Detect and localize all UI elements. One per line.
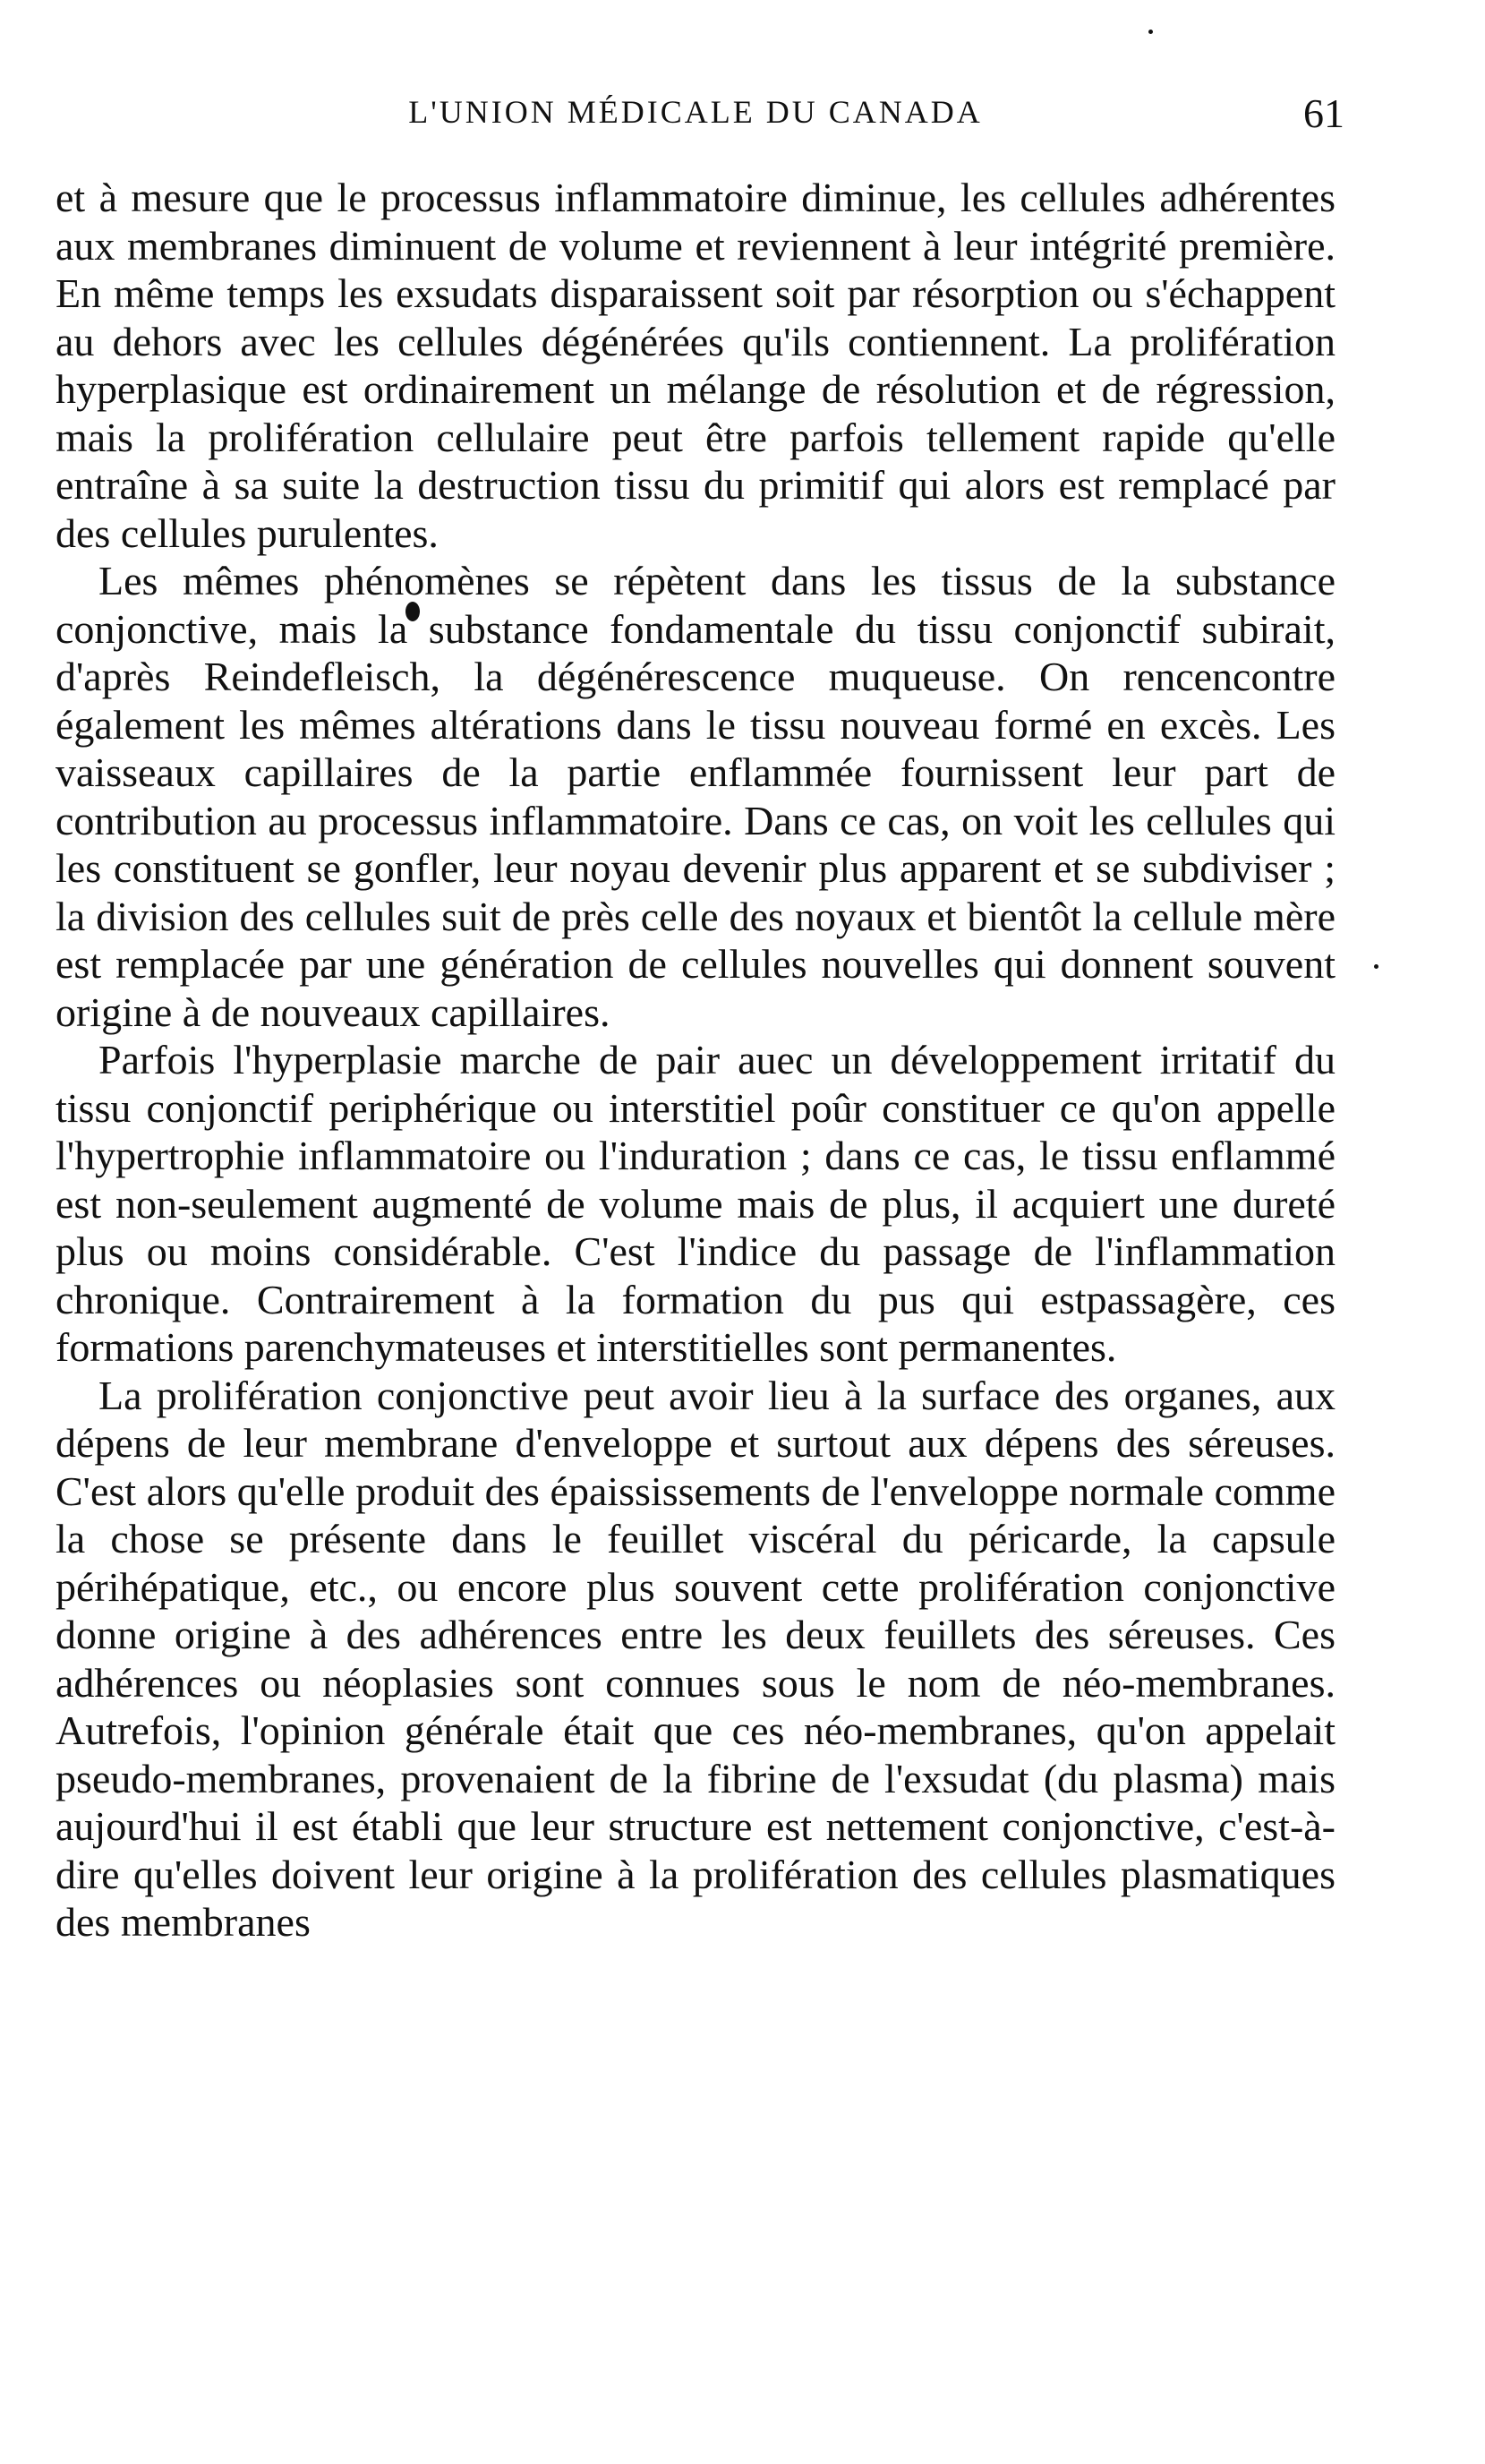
page-number: 61 (1303, 90, 1344, 136)
paragraph-4: La prolifération conjonctive peut avoir lieu à la surface des organes, aux dépens de leur membrane d'enveloppe et surtout aux dépens des séreuses. C'est alors qu'elle produit des épaississements de l'enveloppe normale comme la chose se présente dans le feuillet viscéral du péricarde, la capsule périhépatique, etc., ou encore plus souvent cette prolifération conjonctive donne origine à des adhérences entre les deux feuillets des séreuses. Ces adhérences ou néoplasies sont connues sous le nom de néo-membranes. Autrefois, l'opinion générale était que ces néo-membranes, qu'on appelait pseudo-membranes, provenaient de la fibrine de l'exsudat (du plasma) mais aujourd'hui il est établi que leur structure est nettement conjonctive, c'est-à-dire qu'elles doivent leur origine à la prolifération des cellules plasmatiques des membranes (55, 1372, 1336, 1945)
ink-speck (1374, 964, 1378, 969)
document-page (55, 90, 1344, 1946)
ink-speck (1148, 30, 1153, 34)
journal-title: L'UNION MÉDICALE DU CANADA (408, 94, 983, 130)
paragraph-3: Parfois l'hyperplasie marche de pair auec un développement irritatif du tissu conjonctif periphérique ou interstitiel poûr constituer ce qu'on appelle l'hypertrophie inflammatoire ou l'induration ; dans ce cas, le tissu enflammé est non-seulement augmenté de volume mais de plus, il acquiert une dureté plus ou moins considérable. C'est l'indice du passage de l'inflammation chronique. Contrairement à la formation du pus qui estpassagère, ces formations parenchymateuses et interstitielles sont permanentes. (55, 1037, 1336, 1370)
running-header (55, 90, 1344, 143)
paragraph-1: et à mesure que le processus inflammatoire diminue, les cellules adhérentes aux membranes diminuent de volume et reviennent à leur intégrité première. En même temps les exsudats disparaissent soit par résorption ou s'échappent au dehors avec les cellules dégénérées qu'ils contiennent. La prolifération hyperplasique est ordinairement un mélange de résolution et de régression, mais la prolifération cellulaire peut être parfois tellement rapide qu'elle entraîne à sa suite la destruction tissu du primitif qui alors est remplacé par des cellules purulentes. (55, 175, 1336, 556)
paragraph-2: Les mêmes phénomènes se répètent dans les tissus de la substance conjonctive, mais la substance fondamentale du tissu conjonctif subirait, d'après Reindefleisch, la dégénérescence muqueuse. On rencencontre également les mêmes altérations dans le tissu nouveau formé en excès. Les vaisseaux capillaires de la partie enflammée fournissent leur part de contribution au processus inflammatoire. Dans ce cas, on voit les cellules qui les constituent se gonfler, leur noyau devenir plus apparent et se subdiviser ; la division des cellules suit de près celle des noyaux et bientôt la cellule mère est remplacée par une génération de cellules nouvelles qui donnent souvent origine à de nouveaux capillaires. (55, 558, 1336, 1035)
body-text (55, 174, 1336, 1946)
